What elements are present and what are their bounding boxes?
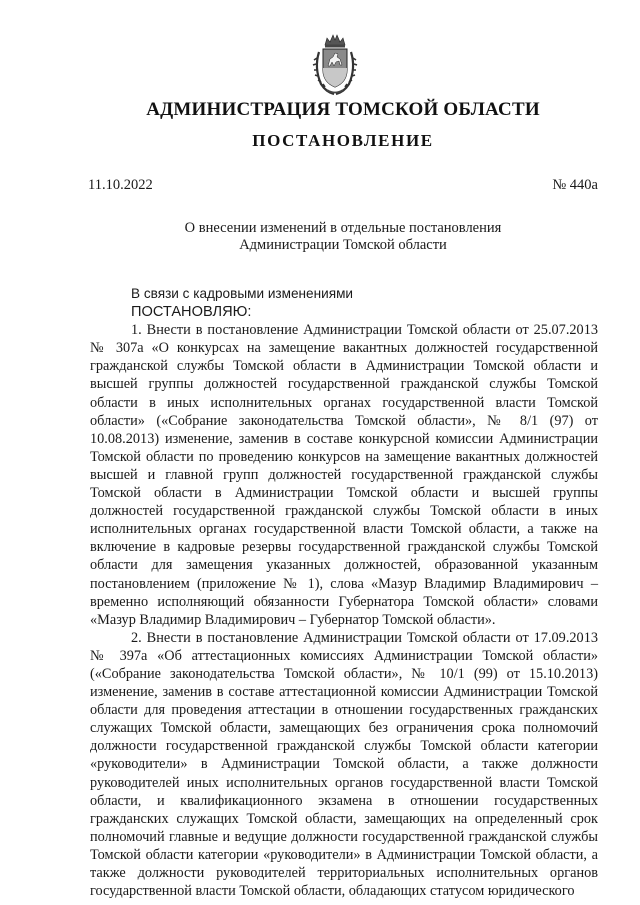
document-type: ПОСТАНОВЛЕНИЕ	[252, 131, 434, 150]
document-date: 11.10.2022	[88, 177, 153, 193]
tomsk-oblast-coat-of-arms-icon	[312, 32, 358, 96]
subject-line-1: О внесении изменений в отдельные постановления	[184, 220, 502, 236]
subject-line-2: Администрации Томской области	[239, 237, 447, 253]
decree-heading: ПОСТАНОВЛЯЮ:	[131, 304, 252, 321]
paragraph-1: 1. Внести в постановление Администрации Томской области от 25.07.2013 № 307а «О конкурсах на замещение вакантных должностей государственной гражданской службы Томской области в Администрации Томской области и высшей группы должностей государственной гражданской службы Томской области в иных исполнительных органах государственной власти Томской области» («Собрание законодательства Томской области», № 8/1 (97) от 10.08.2013) изменение, заменив в составе конкурсной комиссии Администрации Томской области по проведению конкурсов на замещение вакантных должностей высшей и главной групп должностей государственной гражданской службы Томской области в Администрации Томской области и высшей группы должностей государственной гражданской службы Томской области в иных исполнительных органах государственной власти Томской области, а также на включение в кадровые резервы государственной гражданской службы Томской области для замещения указанных должностей, образованной указанным постановлением (приложение № 1), слова «Мазур Владимир Владимирович – временно исполняющий обязанности Губернатора Томской области» словами «Мазур Владимир Владимирович – Губернатор Томской области».	[90, 322, 598, 628]
document-body	[90, 285, 598, 900]
reason-text: В связи с кадровыми изменениями	[131, 286, 354, 301]
document-subject	[150, 220, 536, 254]
organization-title: АДМИНИСТРАЦИЯ ТОМСКОЙ ОБЛАСТИ	[146, 99, 540, 120]
paragraph-2: 2. Внести в постановление Администрации Томской области от 17.09.2013 № 397а «Об аттестационных комиссиях Администрации Томской области» («Собрание законодательства Томской области», № 10/1 (99) от 15.10.2013) изменение, заменив в составе аттестационной комиссии Администрации Томской области для проведения аттестации в отношении государственных гражданских служащих Томской области, замещающих без ограничения срока полномочий должности государственной гражданской службы Томской области категории «руководители» в Администрации Томской области, а также должности руководителей иных исполнительных органов государственной власти Томской области, и квалификационного экзамена в отношении государственных гражданских служащих Томской области, замещающих на определенный срок полномочий главные и ведущие должности государственной гражданской службы Томской области категории «руководители» в Администрации Томской области, а также должности руководителей территориальных исполнительных органов государственной власти Томской области, обладающих статусом юридического	[90, 629, 598, 900]
document-number: № 440а	[552, 177, 598, 193]
